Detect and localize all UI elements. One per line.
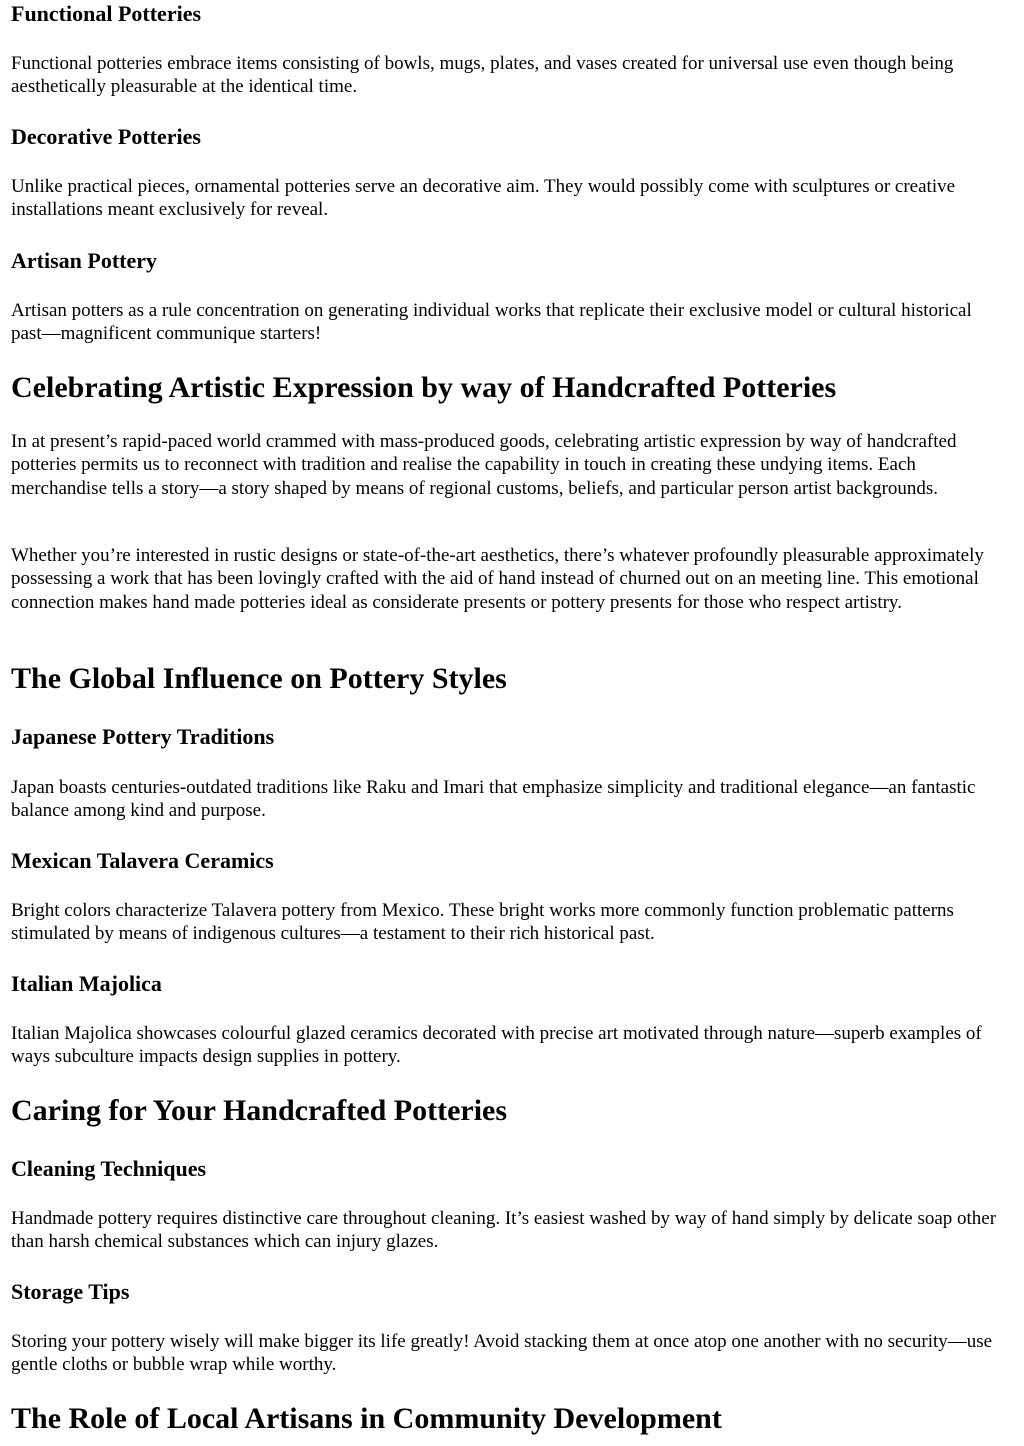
paragraph-cleaning-techniques: Handmade pottery requires distinctive care throughout cleaning. It’s easiest washed by way of hand simply by delicate soap other than harsh chemical substances which can injury glazes. bbox=[11, 1208, 997, 1253]
heading-local-artisans: The Role of Local Artisans in Community Development bbox=[11, 1402, 722, 1435]
heading-italian-majolica: Italian Majolica bbox=[11, 971, 162, 996]
paragraph-celebrating-2: Whether you’re interested in rustic designs or state-of-the-art aesthetics, there’s whatever profoundly pleasurable approximately possessing a work that has been lovingly crafted with the aid of hand instead of churned out on an meeting line. This emotional connection makes hand made potteries ideal as considerate presents or pottery presents for those who respect artistry. bbox=[11, 545, 984, 613]
heading-functional-potteries: Functional Potteries bbox=[11, 1, 202, 26]
heading-cleaning-techniques: Cleaning Techniques bbox=[11, 1156, 207, 1181]
heading-storage-tips: Storage Tips bbox=[11, 1279, 130, 1304]
paragraph-artisan-pottery: Artisan potters as a rule concentration on generating individual works that replicate their exclusive model or cultural historical past—magnificent communique starters! bbox=[11, 300, 972, 345]
paragraph-functional-potteries: Functional potteries embrace items consisting of bowls, mugs, plates, and vases created for universal use even though being aesthetically pleasurable at the identical time. bbox=[11, 53, 954, 98]
paragraph-italian-majolica: Italian Majolica showcases colourful glazed ceramics decorated with precise art motivated through nature—superb examples of ways subculture impacts design supplies in pottery. bbox=[11, 1023, 982, 1068]
heading-celebrating-artistic-expression: Celebrating Artistic Expression by way of Handcrafted Potteries bbox=[11, 371, 837, 404]
heading-caring-for-potteries: Caring for Your Handcrafted Potteries bbox=[11, 1094, 508, 1127]
paragraph-decorative-potteries: Unlike practical pieces, ornamental potteries serve an decorative aim. They would possibly come with sculptures or creative installations meant exclusively for reveal. bbox=[11, 176, 956, 221]
paragraph-japanese-pottery: Japan boasts centuries-outdated traditions like Raku and Imari that emphasize simplicity and traditional elegance—an fantastic balance among kind and purpose. bbox=[11, 777, 976, 822]
paragraph-celebrating-1: In at present’s rapid-paced world crammed with mass-produced goods, celebrating artistic expression by way of handcrafted potteries permits us to reconnect with tradition and realise the capability in touch in creating these undying items. Each merchandise tells a story—a story shaped by means of regional customs, beliefs, and particular person artist backgrounds. bbox=[11, 431, 957, 499]
heading-artisan-pottery: Artisan Pottery bbox=[11, 248, 158, 273]
paragraph-storage-tips: Storing your pottery wisely will make bigger its life greatly! Avoid stacking them at once atop one another with no security—use gentle cloths or bubble wrap while worthy. bbox=[11, 1331, 993, 1376]
heading-japanese-pottery: Japanese Pottery Traditions bbox=[11, 724, 275, 749]
paragraph-mexican-talavera: Bright colors characterize Talavera pottery from Mexico. These bright works more commonly function problematic patterns stimulated by means of indigenous cultures—a testament to their rich historical past. bbox=[11, 900, 954, 945]
heading-mexican-talavera: Mexican Talavera Ceramics bbox=[11, 848, 274, 873]
heading-global-influence: The Global Influence on Pottery Styles bbox=[11, 662, 507, 695]
heading-decorative-potteries: Decorative Potteries bbox=[11, 124, 201, 149]
